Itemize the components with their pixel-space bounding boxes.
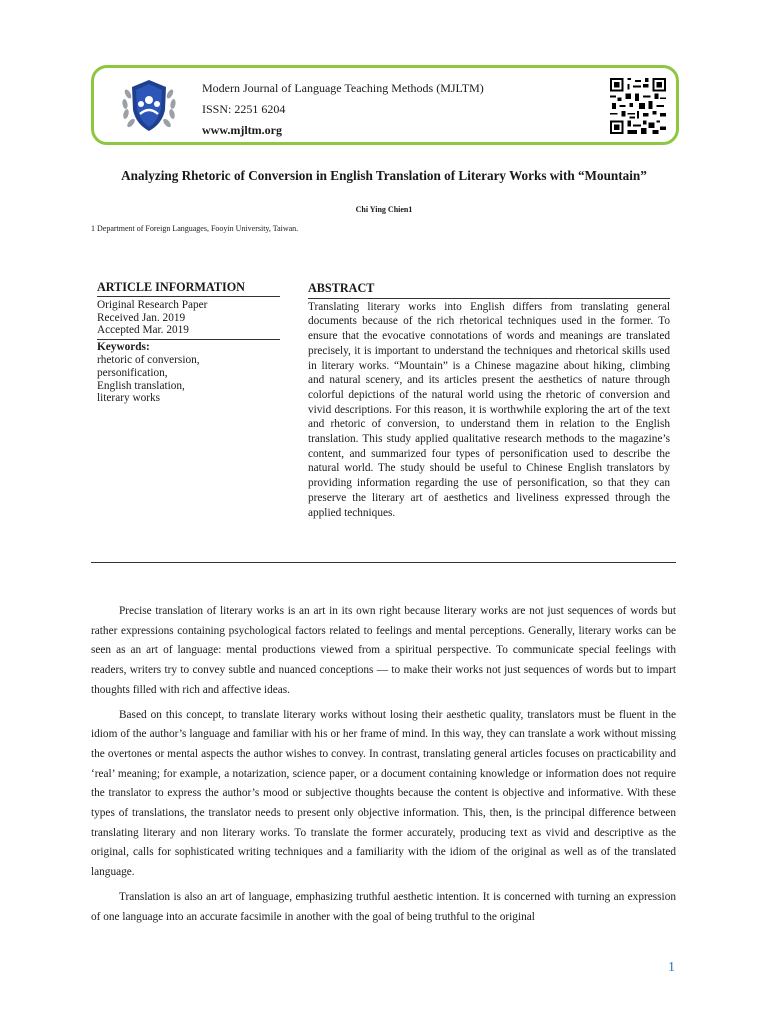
body-paragraph: Based on this concept, to translate literary works without losing their aesthetic quality, translators must be fluent in the idiom of the author’s language and familiar with his or her frame of mind. In this way, they can translate a work without missing the overtones or mental aspects the author wishes to convey. In contrast, translating general articles focuses on practicability and ‘real’ meaning; for example, a notarization, science paper, or a document containing knowledge or information does not require the translator to express the author’s mood or subjective thoughts because the content is objective and informative. With these types of translations, the translator needs to present only objective information. This, then, is the principal difference between translating literary and non literary works. To translate the former accurately, producing text as vivid and descriptive as the original, calls for sophisticated writing techniques and a familiarity with the idiom of the original as well as of the translated language. xyxy=(91,708,676,879)
keyword-item: English translation, xyxy=(97,379,185,392)
keyword-item: rhetoric of conversion, xyxy=(97,353,200,366)
body-paragraph: Precise translation of literary works is an art in its own right because literary works are not just sequences of words but rather expressions containing psychological factors related to feelings and mental perceptions. Generally, literary works can be seen as an art of language: mental productions viewed from a spiritual perspective. To communicate special feelings with readers, writers try to convey subtle and nuanced conceptions — to make their works not just sequences of words but to impart thoughts filled with rich and affective ideas. xyxy=(91,605,676,696)
abstract-section xyxy=(308,281,670,520)
journal-header xyxy=(91,65,679,145)
article-information xyxy=(97,281,280,405)
received-date: Received Jan. 2019 xyxy=(97,311,186,324)
abstract-text: Translating literary works into English differs from translating general documents because of the rich rhetorical techniques used in the former. To ensure that the evocative connotations of words and meanings are translated precisely, it is important to understand the techniques and rhetorical skills used in literary works. “Mountain” is a Chinese magazine about hiking, climbing and natural scenery, and its articles present the aesthetics of nature through colorful depictions of the natural world using the rhetoric of conversion and vivid descriptions. For this reason, it is worthwhile exploring the art of the text and rhetoric of conversion, to understand them in relation to the English translation. This study applied qualitative research methods to the magazine’s content, and summarized four types of personification used to describe the natural world. The study should be useful to Chinese English translators by providing information regarding the use of personification, so that they can preserve the literary art of aesthetics and liveliness expressed through the applied techniques. xyxy=(308,300,670,519)
paper-title: Analyzing Rhetoric of Conversion in English Translation of Literary Works with “Mountain” xyxy=(121,168,647,183)
abstract-heading: ABSTRACT xyxy=(308,281,670,299)
journal-name: Modern Journal of Language Teaching Methods (MJLTM) xyxy=(202,81,484,95)
body-text xyxy=(91,602,676,932)
keyword-item: literary works xyxy=(97,392,161,405)
paper-author: Chi Ying Chien1 xyxy=(355,205,413,214)
laurel-shield-logo-icon xyxy=(116,76,182,136)
accepted-date: Accepted Mar. 2019 xyxy=(97,324,189,337)
article-type: Original Research Paper xyxy=(97,298,208,311)
body-paragraph: Translation is also an art of language, emphasizing truthful aesthetic intention. It is concerned with turning an expression of one language into an accurate facsimile in another with the goal of being truthful to the original xyxy=(91,890,676,923)
qr-code-icon xyxy=(610,78,666,134)
section-divider xyxy=(91,562,676,563)
keywords-label: Keywords: xyxy=(97,339,280,354)
keyword-item: personification, xyxy=(97,366,168,379)
journal-issn: ISSN: 2251 6204 xyxy=(202,102,286,116)
journal-info xyxy=(202,78,484,141)
journal-url[interactable]: www.mjltm.org xyxy=(202,123,282,137)
article-info-heading: ARTICLE INFORMATION xyxy=(97,281,280,297)
page-number: 1 xyxy=(668,960,675,975)
paper-affiliation: 1 Department of Foreign Languages, Fooyin University, Taiwan. xyxy=(91,224,299,233)
